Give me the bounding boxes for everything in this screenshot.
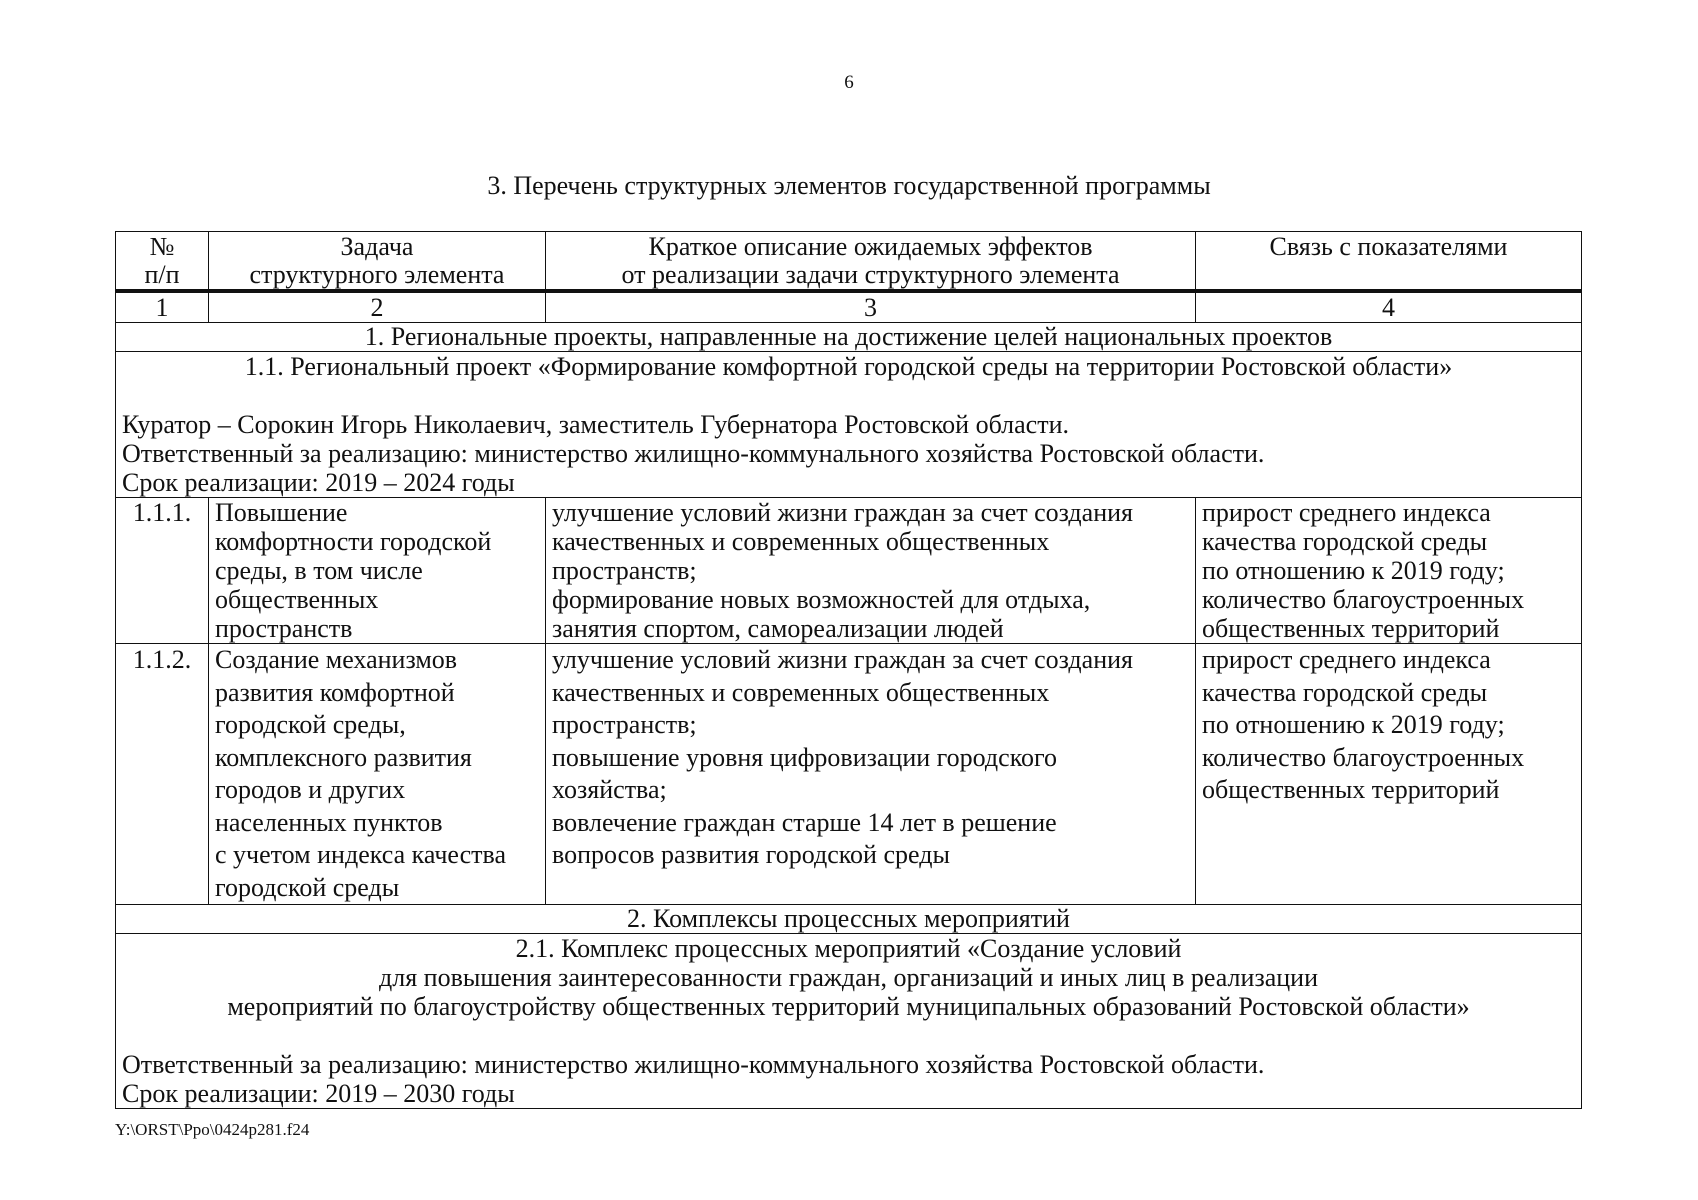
structural-elements-table <box>115 231 1582 1109</box>
complex-responsible: Ответственный за реализацию: министерство жилищно-коммунального хозяйства Ростовской области. <box>122 1050 1265 1079</box>
row-link <box>1196 498 1582 644</box>
link-line: количество благоустроенных <box>1202 742 1525 772</box>
file-path-footer: Y:\ORST\Ppo\0424p281.f24 <box>115 1120 310 1139</box>
task-line: комплексного развития <box>215 742 472 772</box>
complex-2-1-cell <box>116 934 1582 1109</box>
column-number-1: 1 <box>116 291 209 323</box>
link-line: качества городской среды <box>1202 527 1488 556</box>
table-row <box>116 498 1582 644</box>
column-number-4: 4 <box>1196 291 1582 323</box>
effects-line: вопросов развития городской среды <box>552 840 950 869</box>
complex-title-line: мероприятий по благоустройству общественных территорий муниципальных образований Ростовской области» <box>227 992 1470 1021</box>
task-line: Создание механизмов <box>215 645 458 674</box>
page-number: 6 <box>844 72 854 93</box>
effects-line: вовлечение граждан старше 14 лет в решение <box>552 807 1057 837</box>
section-2-title: 2. Комплексы процессных мероприятий <box>116 905 1582 934</box>
column-number-2: 2 <box>209 291 546 323</box>
column-numbers-row <box>116 291 1582 323</box>
task-line: общественных <box>215 585 379 614</box>
effects-line: хозяйства; <box>552 775 667 804</box>
header-link <box>1196 232 1582 292</box>
row-task <box>209 498 546 644</box>
header-link-line1: Связь с показателями <box>1269 232 1508 261</box>
effects-line: пространств; <box>552 710 697 739</box>
header-effects-line1: Краткое описание ожидаемых эффектов <box>648 232 1093 261</box>
row-task <box>209 644 546 905</box>
header-task-line1: Задача <box>340 232 414 261</box>
row-link <box>1196 644 1582 905</box>
link-line: общественных территорий <box>1202 775 1500 804</box>
section-2-row <box>116 905 1582 934</box>
link-line: количество благоустроенных <box>1202 585 1525 614</box>
link-line: по отношению к 2019 году; <box>1202 556 1505 585</box>
task-line: комфортности городской <box>215 527 492 556</box>
column-number-3: 3 <box>546 291 1196 323</box>
project-term: Срок реализации: 2019 – 2024 годы <box>122 468 515 497</box>
effects-line: повышение уровня цифровизации городского <box>552 742 1058 772</box>
effects-line: улучшение условий жизни граждан за счет создания <box>552 498 1133 527</box>
project-1-1-row <box>116 352 1582 498</box>
task-line: городов и других <box>215 775 406 804</box>
project-1-1-title: 1.1. Региональный проект «Формирование комфортной городской среды на территории Ростовской области» <box>244 352 1453 381</box>
task-line: городской среды, <box>215 710 406 739</box>
header-num <box>116 232 209 292</box>
complex-term: Срок реализации: 2019 – 2030 годы <box>122 1079 515 1108</box>
complex-2-1-row <box>116 934 1582 1109</box>
effects-line: занятия спортом, самореализации людей <box>552 614 1004 643</box>
header-effects <box>546 232 1196 292</box>
task-line: пространств <box>215 614 353 643</box>
effects-line: качественных и современных общественных <box>552 677 1050 707</box>
section-1-title: 1. Региональные проекты, направленные на достижение целей национальных проектов <box>116 323 1582 352</box>
task-line: развития комфортной <box>215 677 455 707</box>
effects-line: качественных и современных общественных <box>552 527 1050 556</box>
project-curator: Куратор – Сорокин Игорь Николаевич, заместитель Губернатора Ростовской области. <box>122 410 1069 439</box>
spacer <box>122 381 1575 410</box>
complex-title-line: для повышения заинтересованности граждан, организаций и иных лиц в реализации <box>379 963 1318 992</box>
task-line: населенных пунктов <box>215 807 443 837</box>
row-number: 1.1.2. <box>116 644 209 905</box>
link-line: прирост среднего индекса <box>1202 645 1491 674</box>
section-1-row <box>116 323 1582 352</box>
header-task-line2: структурного элемента <box>249 260 505 289</box>
header-num-line1: № <box>149 232 175 261</box>
row-number: 1.1.1. <box>116 498 209 644</box>
link-line: по отношению к 2019 году; <box>1202 710 1505 739</box>
task-line: с учетом индекса качества <box>215 840 506 869</box>
spacer <box>122 1021 1575 1050</box>
task-line: Повышение <box>215 498 348 527</box>
row-effects <box>546 498 1196 644</box>
project-responsible: Ответственный за реализацию: министерство жилищно-коммунального хозяйства Ростовской области. <box>122 439 1265 468</box>
task-line: городской среды <box>215 872 400 902</box>
link-line: общественных территорий <box>1202 614 1500 643</box>
complex-title-line: 2.1. Комплекс процессных мероприятий «Создание условий <box>515 934 1182 963</box>
effects-line: улучшение условий жизни граждан за счет создания <box>552 645 1133 674</box>
header-task <box>209 232 546 292</box>
effects-line: формирование новых возможностей для отдыха, <box>552 585 1091 614</box>
row-effects <box>546 644 1196 905</box>
header-effects-line2: от реализации задачи структурного элемента <box>621 260 1120 289</box>
table-row <box>116 644 1582 905</box>
link-line: прирост среднего индекса <box>1202 498 1491 527</box>
document-title: 3. Перечень структурных элементов государственной программы <box>487 171 1211 200</box>
header-num-line2: п/п <box>144 260 180 289</box>
task-line: среды, в том числе <box>215 556 423 585</box>
project-1-1-cell <box>116 352 1582 498</box>
link-line: качества городской среды <box>1202 677 1488 707</box>
table-header-row <box>116 232 1582 292</box>
effects-line: пространств; <box>552 556 697 585</box>
